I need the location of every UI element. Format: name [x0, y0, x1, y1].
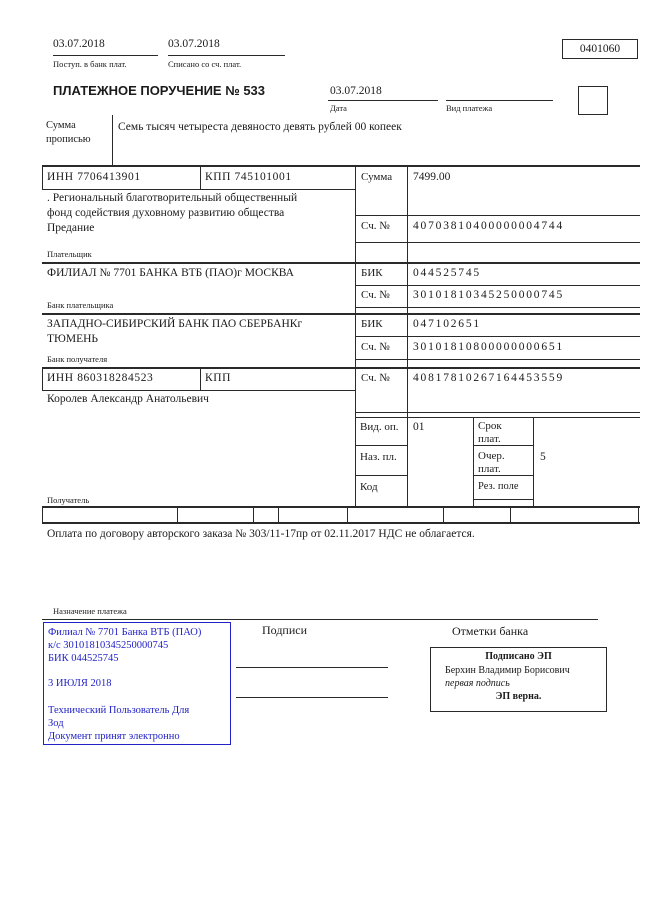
bank-stamp-line5: Технический Пользователь Для: [48, 705, 190, 716]
payer-inn: ИНН 7706413901: [47, 171, 141, 183]
grid-line: [278, 506, 279, 522]
document-date: 03.07.2018: [330, 85, 382, 97]
grid-line: [638, 506, 639, 522]
bank-stamp-line6: Зод: [48, 718, 64, 729]
grid-line: [355, 417, 640, 418]
grid-line: [347, 506, 348, 522]
grid-line: [42, 367, 640, 369]
grid-line: [355, 445, 407, 446]
payee-account-label: Сч. №: [361, 372, 390, 384]
payment-purpose-text: Оплата по договору авторского заказа № 303/11-17пр от 02.11.2017 НДС не облагается.: [47, 528, 475, 540]
bank-stamp-line3: БИК 044525745: [48, 653, 119, 664]
payment-type-box: [578, 86, 608, 115]
grid-line: [42, 165, 640, 167]
payer-bank-bik-value: 044525745: [413, 267, 481, 279]
grid-line: [510, 506, 511, 522]
due-date-label: Срок плат.: [478, 420, 502, 445]
payer-bank-account-value: 30101810345250000745: [413, 289, 564, 301]
sum-value: 7499.00: [413, 171, 451, 183]
received-label: Поступ. в банк плат.: [53, 59, 127, 69]
grid-line: [446, 100, 553, 101]
grid-line: [236, 697, 388, 698]
grid-line: [355, 307, 640, 308]
payer-account-value: 40703810400000004744: [413, 220, 564, 232]
order-value: 5: [540, 451, 546, 463]
esign-sub: первая подпись: [445, 678, 510, 689]
sum-label: Сумма: [361, 171, 393, 183]
grid-line: [168, 55, 285, 56]
amount-words-value: Семь тысяч четыреста девяносто девять рублей 00 копеек: [118, 121, 402, 133]
esign-title: Подписано ЭП: [485, 651, 552, 662]
payer-bank-label: Банк плательщика: [47, 300, 114, 310]
grid-line: [42, 367, 43, 390]
payer-name-line2: фонд содействия духовному развитию общества: [47, 207, 285, 219]
payer-kpp: КПП 745101001: [205, 171, 292, 183]
purpose-code-label: Наз. пл.: [360, 451, 397, 463]
payee-bank-label: Банк получателя: [47, 354, 108, 364]
grid-line: [42, 506, 640, 508]
grid-line: [355, 215, 640, 216]
grid-line: [473, 499, 533, 500]
op-type-value: 01: [413, 421, 425, 433]
grid-line: [355, 165, 356, 506]
grid-line: [473, 475, 533, 476]
grid-line: [42, 262, 640, 264]
payee-bank-name-line1: ЗАПАДНО-СИБИРСКИЙ БАНК ПАО СБЕРБАНКг: [47, 318, 303, 330]
grid-line: [443, 506, 444, 522]
payment-purpose-label: Назначение платежа: [53, 606, 127, 616]
grid-line: [533, 417, 534, 506]
payee-bank-name-line2: ТЮМЕНЬ: [47, 333, 99, 345]
payee-account-value: 40817810267164453559: [413, 372, 564, 384]
payment-type-label: Вид платежа: [446, 103, 493, 113]
esign-verified: ЭП верна.: [495, 691, 542, 702]
payer-bank-name: ФИЛИАЛ № 7701 БАНКА ВТБ (ПАО)г МОСКВА: [47, 267, 294, 279]
payee-bank-bik-value: 047102651: [413, 318, 481, 330]
grid-line: [200, 367, 201, 390]
bank-stamp-line1: Филиал № 7701 Банка ВТБ (ПАО): [48, 627, 202, 638]
grid-line: [407, 165, 408, 506]
payee-bank-bik-label: БИК: [361, 318, 383, 330]
payee-inn: ИНН 860318284523: [47, 372, 154, 384]
grid-line: [42, 313, 640, 315]
payer-name-line1: . Региональный благотворительный общественный: [47, 192, 298, 204]
payee-name: Королев Александр Анатольевич: [47, 393, 209, 405]
grid-line: [355, 475, 407, 476]
grid-line: [42, 506, 43, 522]
grid-line: [177, 506, 178, 522]
payer-name-line3: Предание: [47, 222, 95, 234]
payer-account-label: Сч. №: [361, 220, 390, 232]
payee-label: Получатель: [47, 495, 90, 505]
grid-line: [473, 445, 533, 446]
bank-stamp-line7: Документ принят электронно: [48, 731, 180, 742]
reserve-field-label: Рез. поле: [478, 481, 519, 492]
grid-line: [355, 412, 640, 413]
payee-kpp: КПП: [205, 372, 232, 384]
form-code-box: 0401060: [562, 39, 638, 59]
payer-bank-account-label: Сч. №: [361, 289, 390, 301]
signatures-label: Подписи: [262, 623, 308, 637]
order-label: Очер. плат.: [478, 450, 505, 475]
grid-line: [355, 242, 640, 243]
bank-marks-label: Отметки банка: [452, 624, 529, 638]
grid-line: [328, 100, 438, 101]
grid-line: [355, 359, 640, 360]
grid-line: [355, 336, 640, 337]
date-label: Дата: [330, 103, 347, 113]
grid-line: [42, 619, 598, 620]
grid-line: [200, 165, 201, 189]
grid-line: [42, 189, 355, 190]
debited-label: Списано со сч. плат.: [168, 59, 242, 69]
grid-line: [473, 417, 474, 506]
payer-bank-bik-label: БИК: [361, 267, 383, 279]
payer-label: Плательщик: [47, 249, 92, 259]
esign-stamp-box: [430, 647, 607, 712]
grid-line: [42, 390, 355, 391]
grid-line: [112, 115, 113, 165]
bank-stamp-line4: 3 ИЮЛЯ 2018: [48, 678, 112, 689]
grid-line: [236, 667, 388, 668]
payee-bank-account-label: Сч. №: [361, 341, 390, 353]
op-type-label: Вид. оп.: [360, 421, 399, 433]
esign-name: Берхин Владимир Борисович: [445, 665, 570, 676]
grid-line: [42, 522, 640, 524]
grid-line: [253, 506, 254, 522]
received-date: 03.07.2018: [53, 38, 105, 50]
payee-bank-account-value: 30101810800000000651: [413, 341, 564, 353]
code-label: Код: [360, 481, 378, 493]
document-title: ПЛАТЕЖНОЕ ПОРУЧЕНИЕ № 533: [53, 83, 266, 98]
amount-words-label: Сумма прописью: [46, 120, 91, 145]
debited-date: 03.07.2018: [168, 38, 220, 50]
grid-line: [42, 165, 43, 189]
bank-stamp-line2: к/с 30101810345250000745: [48, 640, 169, 651]
grid-line: [53, 55, 158, 56]
grid-line: [355, 285, 640, 286]
